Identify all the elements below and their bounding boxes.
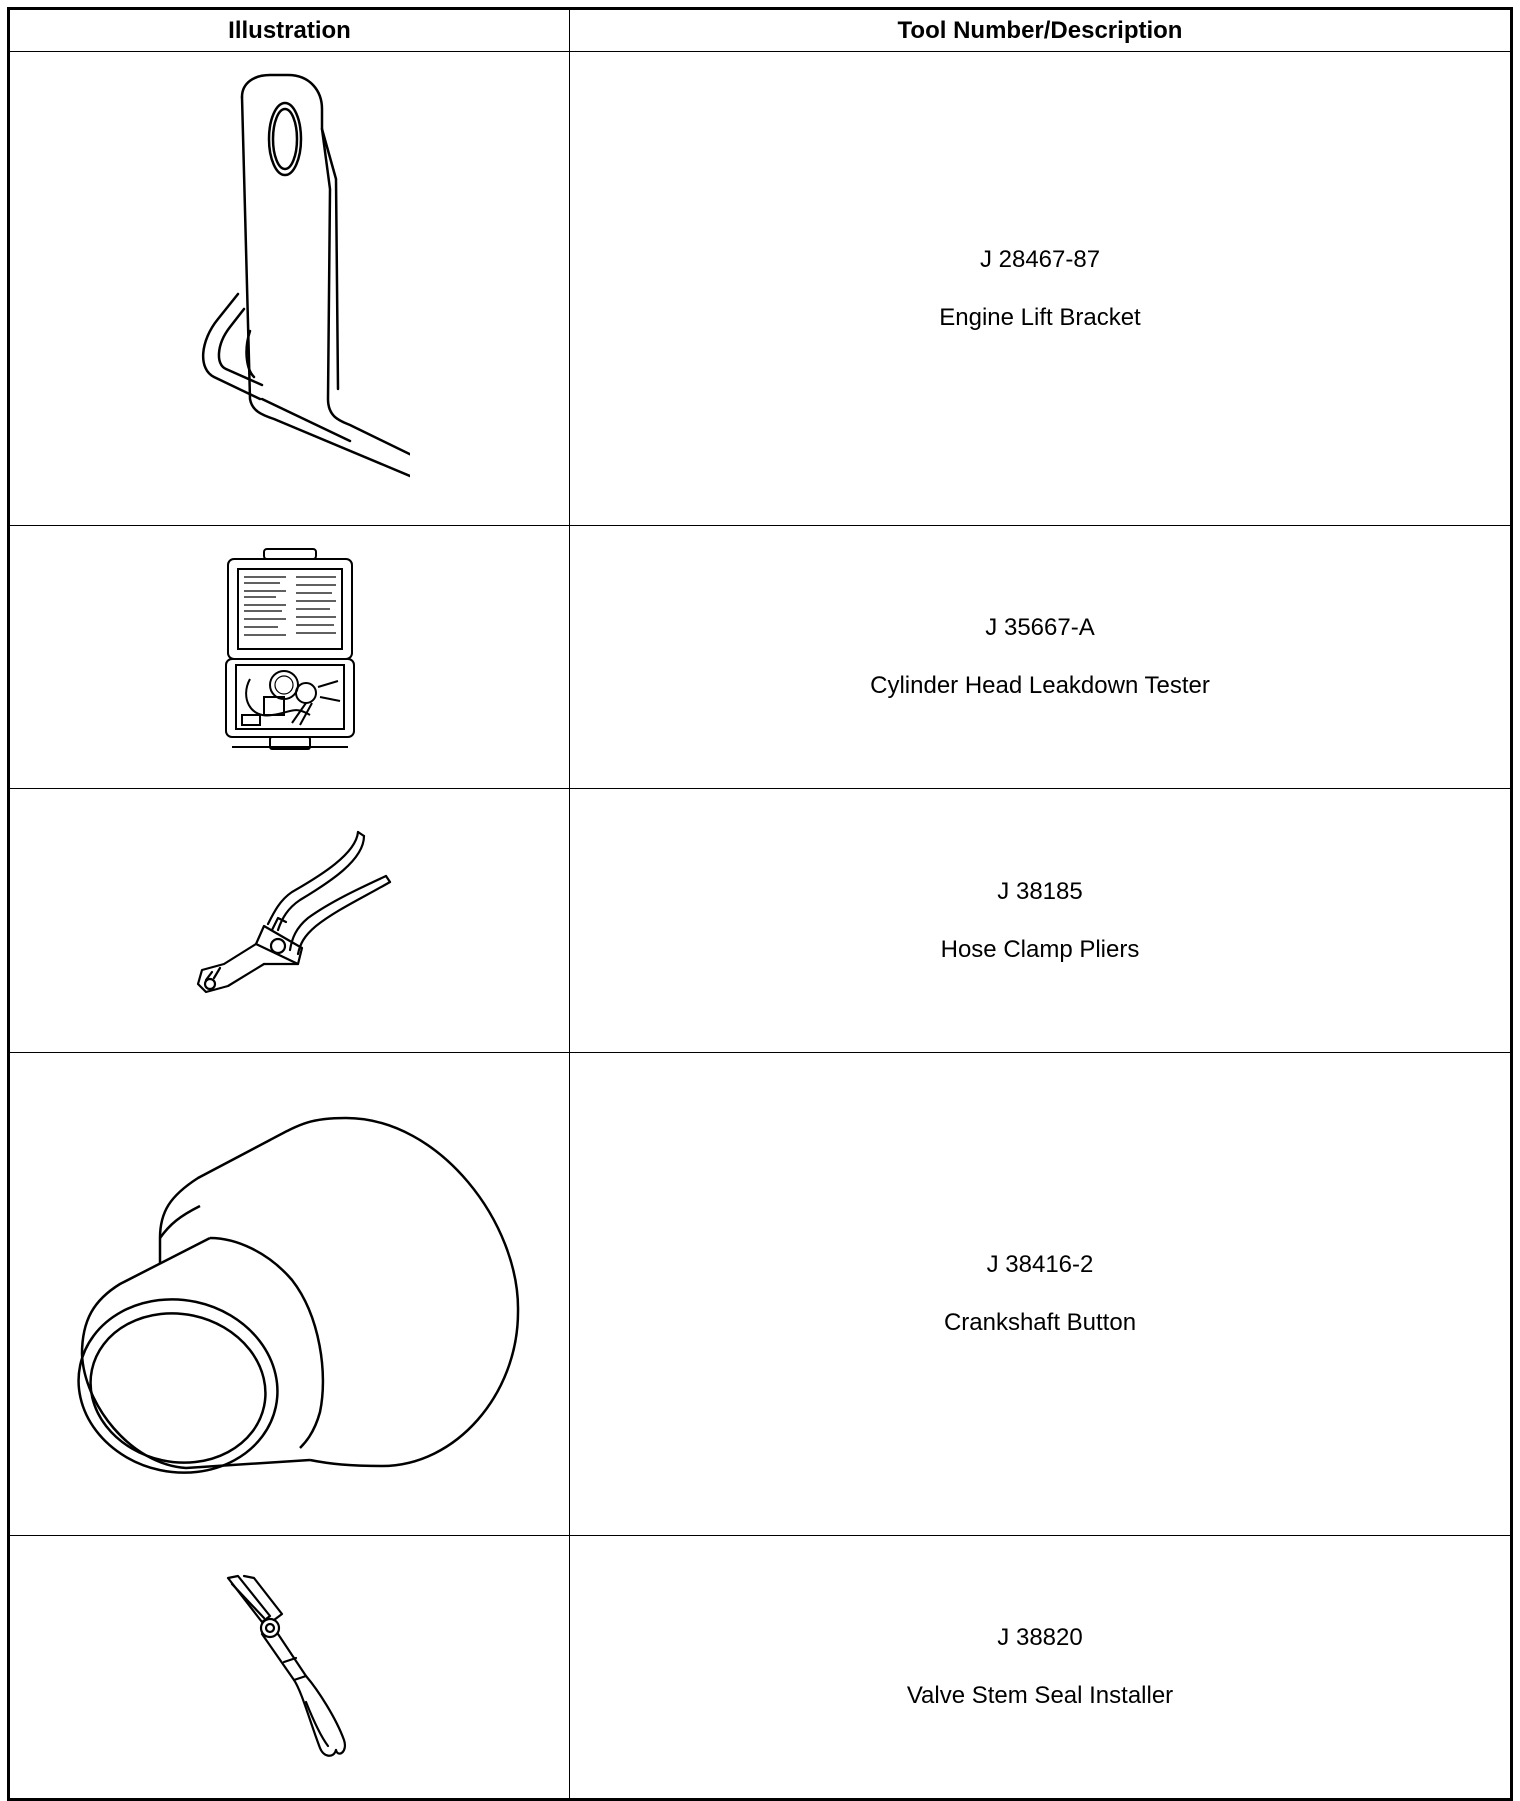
table-row: [9, 1053, 1512, 1536]
special-tools-table: [7, 7, 1513, 1801]
tool-number: J 38185: [997, 877, 1083, 905]
tool-name: Valve Stem Seal Installer: [906, 1682, 1174, 1709]
table-row: [9, 526, 1512, 789]
illustration-cell: [9, 1053, 570, 1536]
tool-description-cell: [570, 1053, 1512, 1536]
tool-description-cell: [570, 789, 1512, 1053]
crankshaft-button-illustration: [60, 1084, 520, 1504]
header-tool-description: Tool Number/Description: [570, 9, 1512, 52]
illustration-cell: [9, 52, 570, 526]
leakdown-tester-case-illustration: [220, 547, 360, 767]
tool-number: J 38416-2: [986, 1251, 1094, 1278]
tool-number: J 35667-A: [985, 614, 1095, 641]
engine-lift-bracket-illustration: [170, 69, 410, 509]
tool-name: Cylinder Head Leakdown Tester: [870, 672, 1210, 699]
tool-description-cell: [570, 1536, 1512, 1800]
table-header-row: [9, 9, 1512, 52]
illustration-cell: [9, 789, 570, 1053]
tool-name: Engine Lift Bracket: [939, 303, 1141, 331]
tool-description-cell: [570, 52, 1512, 526]
tool-number: J 38820: [997, 1624, 1083, 1651]
tool-description-cell: [570, 526, 1512, 789]
hose-clamp-pliers-illustration: [180, 826, 400, 1016]
illustration-cell: [9, 526, 570, 789]
header-illustration: Illustration: [9, 9, 570, 52]
tool-name: Crankshaft Button: [943, 1309, 1137, 1336]
valve-stem-seal-installer-illustration: [210, 1572, 370, 1762]
illustration-cell: [9, 1536, 570, 1800]
table-row: [9, 1536, 1512, 1800]
tool-name: Hose Clamp Pliers: [940, 935, 1140, 963]
table-row: [9, 52, 1512, 526]
table-row: [9, 789, 1512, 1053]
tool-number: J 28467-87: [979, 245, 1101, 273]
